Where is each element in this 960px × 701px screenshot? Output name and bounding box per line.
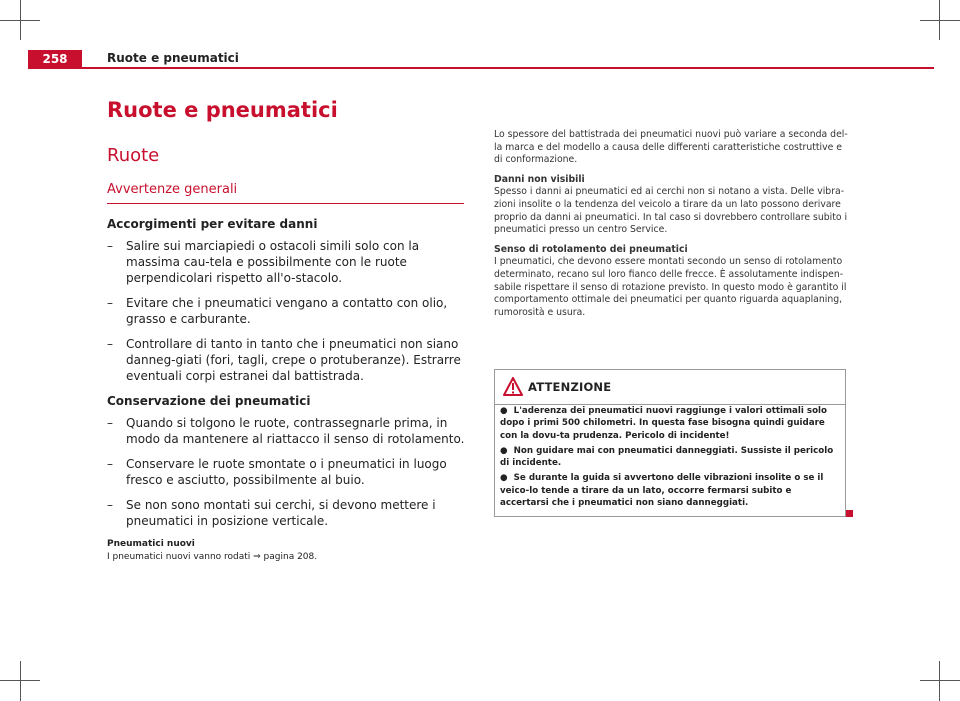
end-of-section-marker: [846, 510, 853, 517]
tread-paragraph: Lo spessore del battistrada dei pneumatici nuovi può variare a seconda del-la marca e del modello a causa delle differenti caratteristiche costruttive e di conformazione.: [494, 129, 848, 166]
crop-mark: [920, 680, 960, 681]
right-column: [494, 129, 850, 326]
crop-mark: [920, 20, 960, 21]
subsection-title: Avvertenze generali: [107, 182, 238, 197]
warning-item: ● Se durante la guida si avvertono delle vibrazioni insolite o se il veico-lo tende a tirare da un lato, occorre fermarsi subito e accertarsi che i pneumatici non siano danneggiati.: [500, 473, 824, 509]
crop-mark: [20, 0, 21, 40]
hidden-damage-heading: Danni non visibili: [494, 173, 585, 185]
page-number: 258: [42, 52, 68, 66]
running-header-title: Ruote e pneumatici: [107, 51, 239, 65]
warning-title: ATTENZIONE: [528, 380, 612, 394]
bullet-icon: ●: [500, 406, 508, 416]
left-column: [107, 216, 467, 564]
warning-triangle-icon: [503, 377, 523, 396]
crop-mark: [939, 661, 940, 701]
crop-mark: [939, 0, 940, 40]
warning-item: ● Non guidare mai con pneumatici danneggiati. Sussiste il pericolo di incidente.: [500, 445, 834, 469]
hidden-damage-text: Spesso i danni ai pneumatici ed ai cerchi non si notano a vista. Delle vibra-zioni insolite o la tendenza del veicolo a tirare da un lato possono derivare proprio da danni ai pneumatici. In tal caso si dovrebbero controllare subito i pneumatici presso un centro Service.: [494, 186, 848, 236]
warning-body: [500, 405, 840, 512]
subsection-rule: [107, 203, 464, 204]
section-heading-damage: Accorgimenti per evitare danni: [107, 217, 318, 231]
list-item: – Salire sui marciapiedi o ostacoli simili solo con la massima cau-tela e possibilmente con le ruote perpendicolari rispetto all'o-stacolo.: [107, 239, 420, 285]
header-rule: [28, 67, 934, 69]
list-item: – Conservare le ruote smontate o i pneumatici in luogo fresco e asciutto, possibilmente al buio.: [107, 457, 447, 487]
chapter-title: Ruote e pneumatici: [107, 98, 338, 122]
bullet-icon: ●: [500, 445, 508, 456]
section-title: Ruote: [107, 145, 160, 166]
rotation-text: I pneumatici, che devono essere montati secondo un senso di rotolamento determinato, recano sul loro fianco delle frecce. È assolutamente indispen-sabile rispettare il senso di rotazione previsto. In questo modo è garantito il comportamento ottimale dei pneumatici per quanto riguarda aquaplaning, rumorosità e usura.: [494, 256, 847, 318]
list-item: – Evitare che i pneumatici vengano a contatto con olio, grasso e carburante.: [107, 296, 448, 326]
warning-box: [494, 369, 846, 517]
warning-header: [495, 370, 845, 404]
list-item: – Se non sono montati sui cerchi, si devono mettere i pneumatici in posizione verticale.: [107, 498, 436, 528]
crop-mark: [20, 661, 21, 701]
section-heading-storage: Conservazione dei pneumatici: [107, 394, 311, 408]
new-tyres-text: I pneumatici nuovi vanno rodati ⇒ pagina 208.: [107, 552, 318, 562]
page-number-box: [28, 50, 82, 68]
list-item: – Quando si tolgono le ruote, contrassegnarle prima, in modo da mantenere al riattacco il senso di rotolamento.: [107, 416, 465, 446]
bullet-icon: ●: [500, 473, 508, 484]
rotation-heading: Senso di rotolamento dei pneumatici: [494, 243, 688, 255]
list-item: – Controllare di tanto in tanto che i pneumatici non siano danneg-giati (fori, tagli, crepe o protuberanze). Estrarre eventuali corpi estranei dal battistrada.: [107, 337, 461, 383]
warning-item: ● L'aderenza dei pneumatici nuovi raggiunge i valori ottimali solo dopo i primi 500 chilometri. In questa fase bisogna quindi guidare con la dovu-ta prudenza. Pericolo di incidente!: [500, 406, 827, 441]
section-heading-new-tyres: Pneumatici nuovi: [107, 539, 195, 549]
